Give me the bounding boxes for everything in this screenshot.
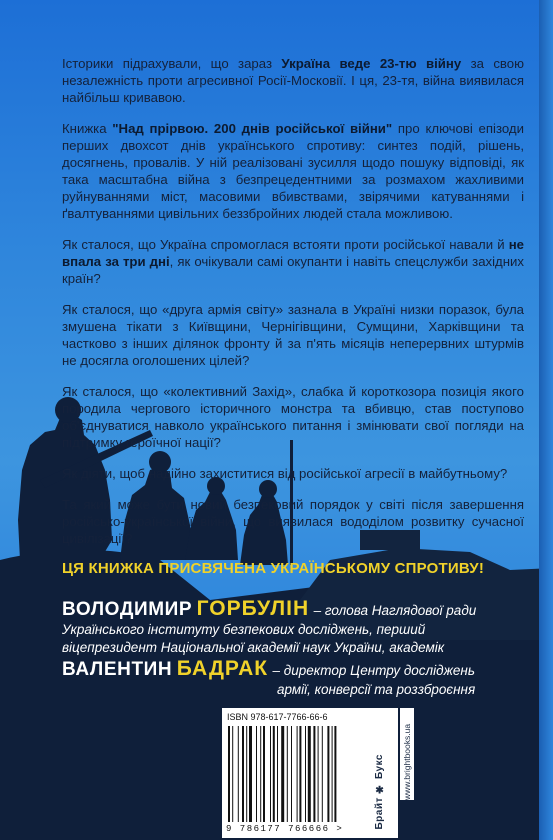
barcode-bar [291, 726, 292, 822]
barcode-bar [246, 726, 247, 822]
barcode-bar [238, 726, 239, 822]
blurb-paragraph-1: Історики підрахували, що зараз Україна веде 23-тю війну за свою незалежність проти агресивної Росії-Московії. І ця, 23-тя, війна виявилася найбільш кривавою. [62, 56, 525, 105]
isbn-number: ISBN 978-617-7766-66-6 [227, 712, 328, 722]
barcode-bar [256, 726, 257, 822]
barcode-bar [263, 726, 265, 822]
barcode-bar [334, 726, 336, 822]
cover-spine-edge [539, 0, 553, 840]
barcode-bar [273, 726, 275, 822]
barcode-bar [308, 726, 311, 822]
author-1 [62, 597, 532, 657]
blurb-paragraph-2: Книжка "Над прірвою. 200 днів російської війни" про ключові епізоди перших двохсот днів українського спротиву: синтез подій, рішень, досягнень, провалів. У ній реалізовані зусилля щодо пошуку відповіді, як така масштабна війна з безпрецедентними за розмахом жахливими руйнуваннями міст, масовими вбивствами, звірячими катуваннями і ґвалтуваннями цивільних беззбройних людей стала можливою. [62, 121, 524, 221]
barcode-bar [242, 726, 244, 822]
author-1-role-line-2: Українського інституту безпекових досліджень, перший [62, 622, 426, 637]
author-2-role-line-2: армії, конверсії та роззброєння [277, 682, 476, 697]
barcode-bar [327, 726, 329, 822]
barcode-bar [305, 726, 306, 822]
barcode-bar [332, 726, 333, 822]
blurb-paragraph-7: Та який може бути новий безпековий порядок у світі після завершення російсько-української війни, що виявилася вододілом розвитку сучасної цивілізації? [62, 497, 524, 546]
barcode-digits: 9 786177 766666 > [226, 824, 344, 834]
publisher-website: www.brightbooks.ua [400, 708, 414, 800]
barcode-bar [249, 726, 252, 822]
author-1-role-line-1: – голова Наглядової ради [313, 603, 477, 618]
author-2-role-line-1: – директор Центру досліджень [272, 663, 475, 678]
barcode-bar [228, 726, 230, 822]
barcode-bar [287, 726, 288, 822]
dedication-line: ЦЯ КНИЖКА ПРИСВЯЧЕНА УКРАЇНСЬКОМУ СПРОТИВУ! [62, 560, 485, 577]
barcode-bar [313, 726, 315, 822]
blurb-paragraph-6: Як діяти, щоб надійно захиститися від російської агресії в майбутньому? [62, 466, 508, 481]
author-2-first-name: ВАЛЕНТИН [62, 659, 173, 680]
author-1-last-name: ГОРБУЛІН [196, 597, 310, 620]
author-2-last-name: БАДРАК [176, 657, 269, 680]
barcode-bar [270, 726, 271, 822]
barcode-bar [232, 726, 233, 822]
barcode-bar [260, 726, 261, 822]
isbn-barcode [222, 708, 372, 838]
blurb-paragraph-5: Як сталося, що «колективний Захід», слабка й короткозора позиція якого породила чергового історичного монстра та вбивцю, став поступово об'єднуватися навколо українського питання і змінювати свої погляди на підтримку героїчної нації? [62, 384, 524, 450]
barcode-bar [318, 726, 319, 822]
publisher-logo [372, 708, 398, 838]
blurb-text [62, 55, 524, 561]
barcode-bar [281, 726, 284, 822]
blurb-paragraph-3: Як сталося, що Україна спромоглася встояти проти російської навали й не впала за три дні, як очікували самі окупанти і навіть спецслужби західних країн? [62, 237, 524, 286]
author-2 [62, 657, 532, 699]
barcode-bar [322, 726, 323, 822]
blurb-paragraph-4: Як сталося, що «друга армія світу» зазнала в Україні низки поразок, була змушена тікати з Київщини, Чернігівщини, Сумщини, Харківщини та частково з інших ділянок фронту й за п'ять місяців неперервних штурмів не досягла оголошених цілей? [62, 302, 524, 368]
barcode-bar [299, 726, 301, 822]
author-1-role-line-3: віцепрезидент Національної академії наук України, академік [62, 640, 445, 655]
publisher-name: Брайт ✱ Букс [374, 754, 385, 830]
barcode-bars [228, 726, 366, 822]
barcode-bar [277, 726, 278, 822]
barcode-bar [297, 726, 298, 822]
author-1-first-name: ВОЛОДИМИР [62, 599, 193, 620]
